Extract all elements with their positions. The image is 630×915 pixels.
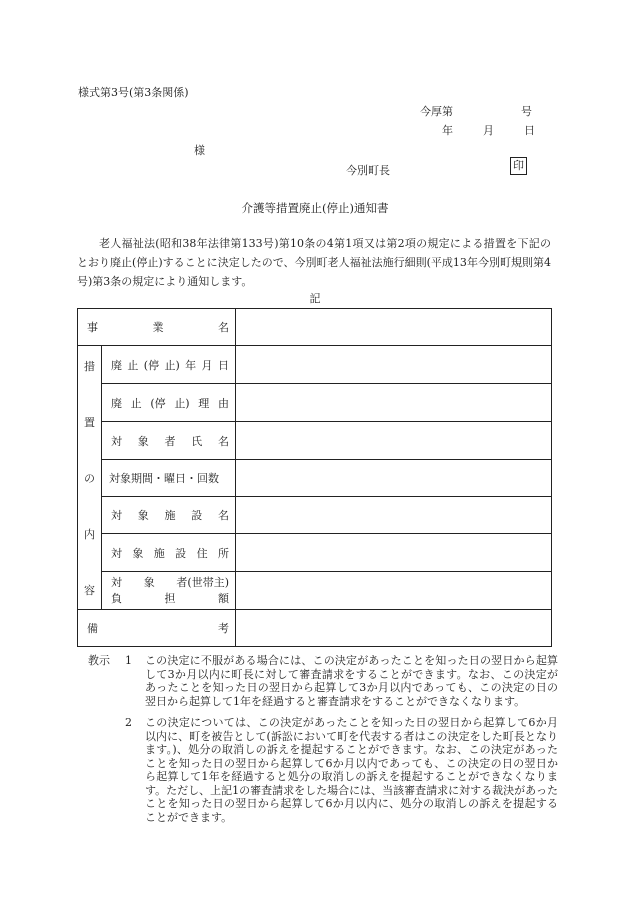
reference-number	[420, 103, 532, 119]
reference-suffix: 号	[521, 105, 532, 118]
instruction-label: 教示	[88, 654, 110, 667]
seal-stamp: 印	[510, 157, 527, 175]
table-row	[78, 422, 552, 460]
table-row	[78, 346, 552, 384]
burden-amount-value[interactable]	[236, 572, 552, 610]
facility-address-value[interactable]	[236, 534, 552, 572]
document-title: 介護等措置廃止(停止)通知書	[241, 201, 389, 215]
instruction-number: 1	[125, 654, 132, 667]
issue-date	[442, 122, 535, 138]
stop-reason-label: 廃 止 (停 止) 理 由	[102, 384, 236, 422]
table-row	[78, 572, 552, 610]
instruction-number: 2	[125, 716, 132, 729]
instructions	[88, 654, 558, 832]
instruction-item	[88, 654, 558, 708]
subject-name-value[interactable]	[236, 422, 552, 460]
business-name-value[interactable]	[236, 309, 552, 346]
instruction-text: この決定に不服がある場合には、この決定があったことを知った日の翌日から起算して3か月以内に町長に対して審査請求をすることができます。なお、この決定があったことを知った日の翌日から起算して3か月以内であっても、この決定の日の翌日から起算して1年を経過すると審査請求をすることができなくなります。	[145, 654, 558, 708]
remarks-label: 備 考	[78, 610, 236, 647]
table-row	[78, 460, 552, 497]
issuer: 今別町長	[346, 164, 390, 177]
table-row	[78, 534, 552, 572]
instruction-item	[88, 716, 558, 824]
date-year: 年	[442, 124, 453, 137]
facility-address-label: 対 象 施 設 住 所	[102, 534, 236, 572]
facility-name-label: 対 象 施 設 名	[102, 497, 236, 534]
intro-paragraph: 老人福祉法(昭和38年法律第133号)第10条の4第1項又は第2項の規定による措置を下記のとおり廃止(停止)することに決定したので、今別町老人福祉法施行細則(平成13年今別町規則第4号)第3条の規定により通知します。	[77, 237, 551, 288]
table-row	[78, 497, 552, 534]
burden-amount-label: 対 象 者(世帯主) 負 担 額	[102, 572, 236, 610]
instruction-text: この決定については、この決定があったことを知った日の翌日から起算して6か月以内に、町を被告として(訴訟において町を代表する者はこの決定をした町長となります。)、処分の取消しの訴えを提起することができます。なお、この決定があったことを知った日の翌日から起算して6か月以内であっても、この決定の日の翌日から起算して1年を経過すると処分の取消しの訴えを提起することができなくなります。ただし、上記1の審査請求をした場合には、当該審査請求に対する裁決があったことを知った日の翌日から起算して6か月以内に、処分の取消しの訴えを提起することができます。	[145, 716, 559, 824]
facility-name-value[interactable]	[236, 497, 552, 534]
notice-table	[77, 308, 552, 647]
table-row	[78, 610, 552, 647]
stop-date-value[interactable]	[236, 346, 552, 384]
ki-heading: 記	[309, 292, 321, 305]
stop-reason-value[interactable]	[236, 384, 552, 422]
addressee: 様	[194, 144, 205, 157]
table-row	[78, 309, 552, 346]
table-row	[78, 384, 552, 422]
subject-name-label: 対 象 者 氏 名	[102, 422, 236, 460]
form-number: 様式第3号(第3条関係)	[78, 86, 189, 99]
period-label: 対象期間・曜日・回数	[102, 460, 236, 497]
remarks-value[interactable]	[236, 610, 552, 647]
stop-date-label: 廃 止 (停 止) 年 月 日	[102, 346, 236, 384]
business-name-label: 事 業 名	[78, 309, 236, 346]
period-value[interactable]	[236, 460, 552, 497]
date-day: 日	[524, 124, 535, 137]
measure-contents-label: 措 置 の 内 容	[78, 346, 102, 610]
date-month: 月	[483, 124, 494, 137]
reference-prefix: 今厚第	[420, 105, 453, 118]
